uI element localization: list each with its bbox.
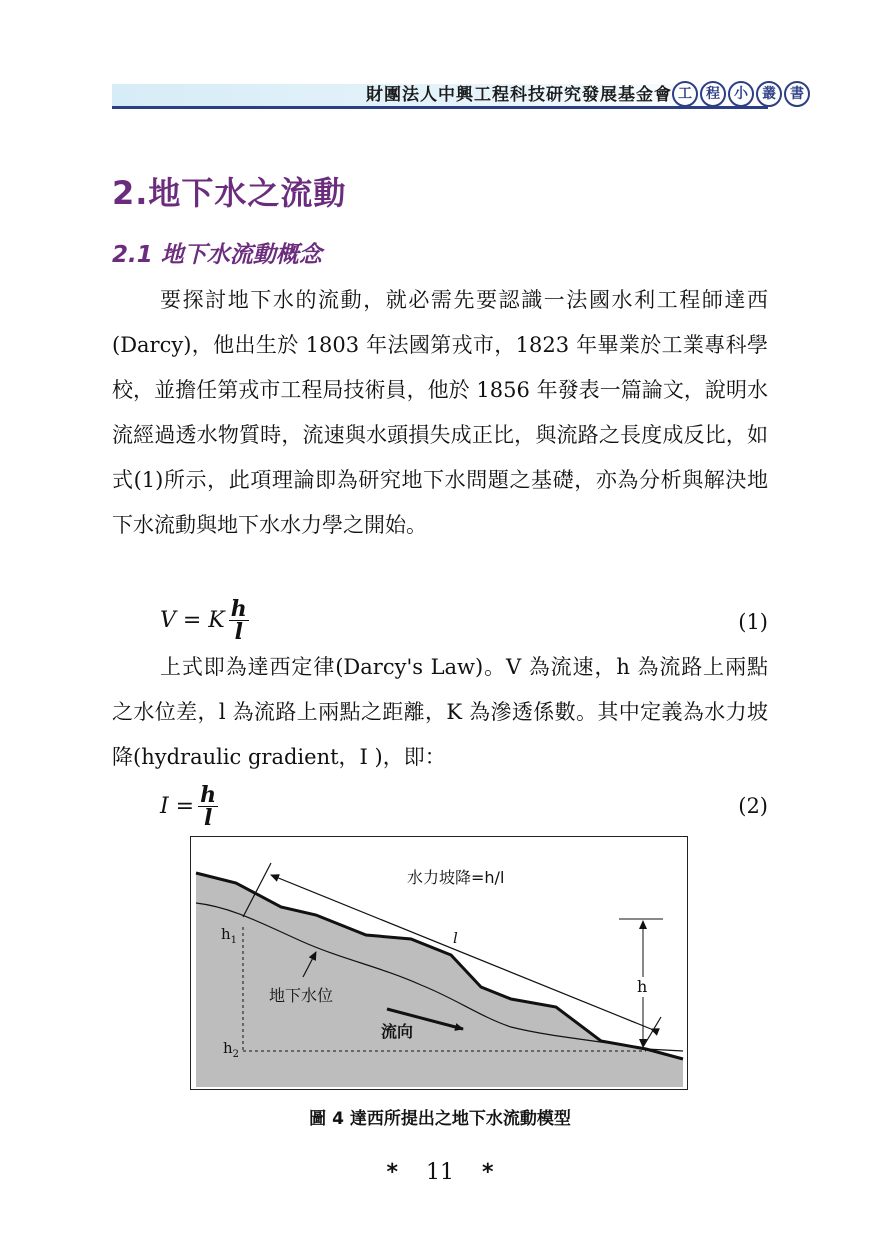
equation-2 [160,784,218,829]
equation-2-numerator: h [200,782,217,808]
groundwater-flow-figure [190,836,688,1090]
page-marker-right: * [482,1160,494,1185]
page-number: 11 [426,1160,454,1185]
gradient-tick-lower [643,1017,661,1047]
h1-subscript: 1 [230,935,238,946]
h2-letter: h [223,1039,233,1057]
hydraulic-gradient-label: 水力坡降=h/l [407,868,505,887]
head-difference-label: h [637,977,648,996]
header-organization: 財團法人中興工程科技研究發展基金會 [366,85,672,105]
series-badge [672,81,810,107]
flow-length-label: l [453,929,458,947]
h2-subscript: 2 [232,1049,240,1060]
equation-2-number: (2) [738,794,768,818]
page-footer [0,1160,880,1185]
equation-1-denominator: l [234,619,243,645]
flow-direction-label: 流向 [381,1022,414,1041]
equation-1-fraction [229,598,249,643]
equation-1-lhs: V = K [160,608,225,633]
water-table-label: 地下水位 [269,986,334,1005]
equation-1-numerator: h [230,596,247,622]
header-rule [112,106,768,109]
ground-mass [196,873,683,1087]
equation-1 [160,598,249,643]
equation-2-lhs: I = [160,794,195,819]
chapter-title: 2.地下水之流動 [112,174,347,212]
section-title: 2.1 地下水流動概念 [112,242,322,268]
series-char: 書 [784,81,810,107]
series-char: 程 [700,81,726,107]
equation-1-number: (1) [738,610,768,634]
equation-2-denominator: l [203,805,213,831]
equation-2-fraction [198,784,218,829]
series-char: 叢 [756,81,782,107]
h1-letter: h [221,925,231,943]
figure-caption: 圖 4 達西所提出之地下水流動模型 [309,1109,571,1129]
paragraph-darcy-intro: 要探討地下水的流動，就必需先要認識一法國水利工程師達西(Darcy)，他出生於 1803 年法國第戎市，1823 年畢業於工業專科學校，並擔任第戎市工程局技術員，他於 1856 年發表一篇論文，說明水流經過透水物質時，流速與水頭損失成正比，與流路之長度成反比，如式(1)所示，此項理論即為研究地下水問題之基礎，亦為分析與解決地下水流動與地下水水力學之開始。 [112,288,768,537]
paragraph-darcy-law: 上式即為達西定律(Darcy's Law)。V 為流速，h 為流路上兩點之水位差，l 為流路上兩點之距離，K 為滲透係數。其中定義為水力坡降(hydraulic gradient，I )，即： [112,655,768,769]
series-char: 小 [728,81,754,107]
page-marker-left: * [386,1160,398,1185]
series-char: 工 [672,81,698,107]
